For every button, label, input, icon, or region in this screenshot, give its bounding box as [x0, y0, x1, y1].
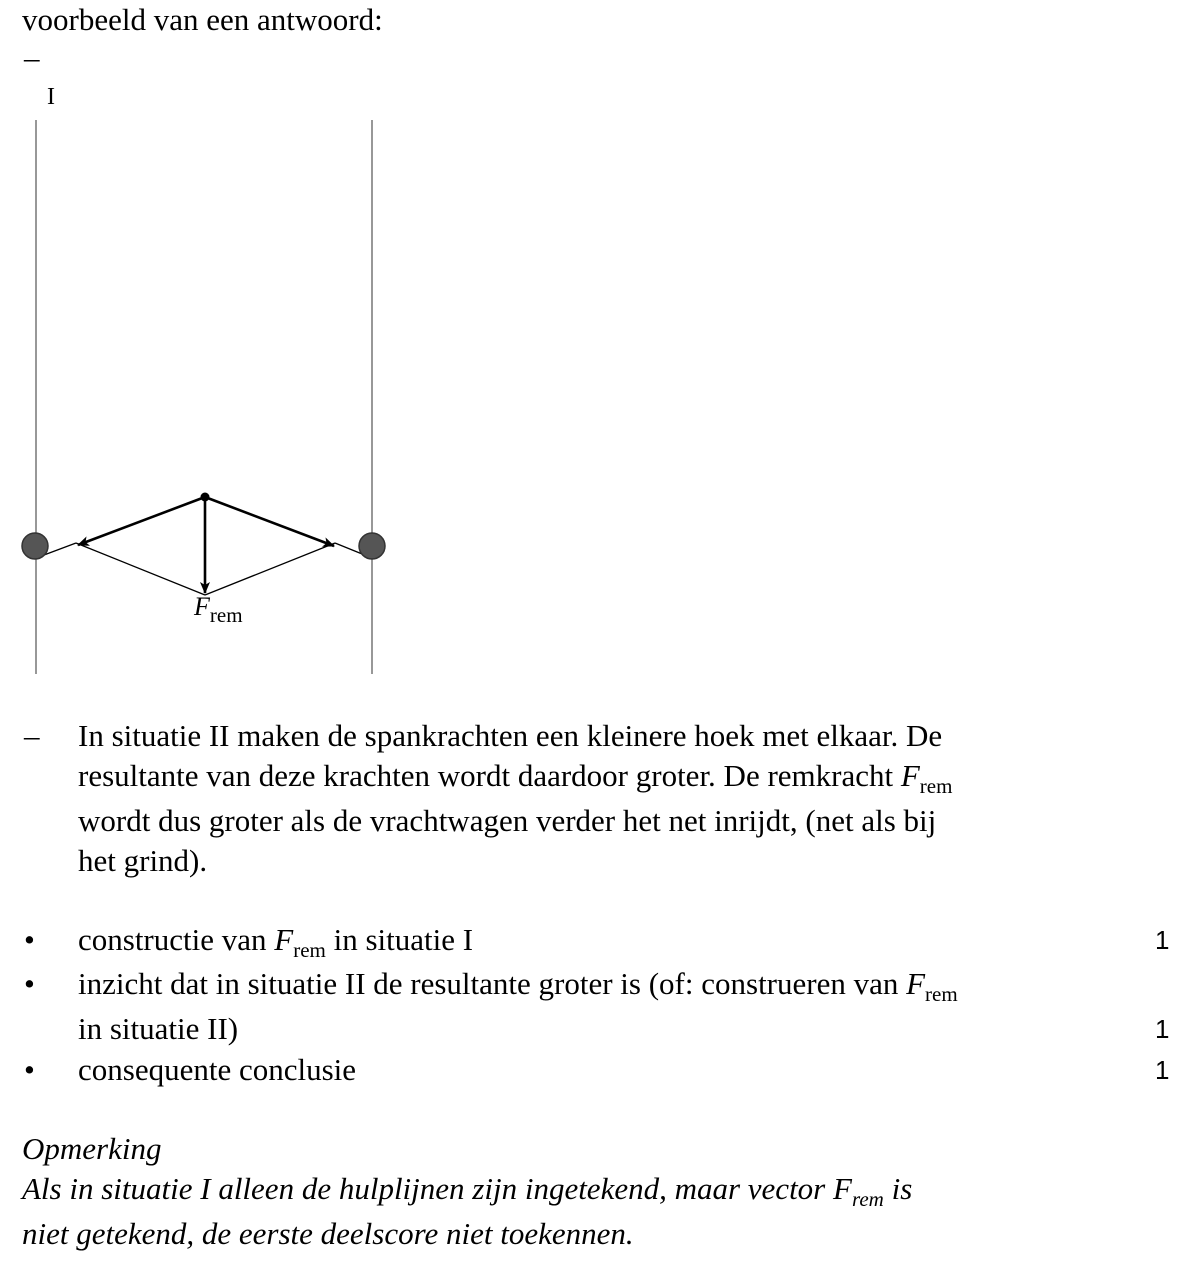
criterion-2-bullet: • — [24, 966, 35, 1001]
explanation-line-3: wordt dus groter als de vrachtwagen verder het net inrijdt, (net als bij — [78, 803, 937, 838]
explanation-line-1: In situatie II maken de spankrachten een kleinere hoek met elkaar. De — [78, 718, 943, 753]
criterion-2-line-2: in situatie II) — [78, 1011, 239, 1046]
remark-frem-symbol: F — [833, 1171, 852, 1206]
criterion-3-score: 1 — [1155, 1055, 1170, 1085]
explanation-line-2 — [78, 758, 952, 799]
explanation-frem-subscript: rem — [919, 774, 953, 798]
intro-text: voorbeeld van een antwoord: — [22, 2, 383, 37]
criterion-2-frem-subscript: rem — [925, 982, 958, 1006]
criterion-1-bullet: • — [24, 922, 35, 957]
criterion-3-text: consequente conclusie — [78, 1052, 357, 1087]
criterion-1-score: 1 — [1155, 925, 1170, 955]
situation-label: I — [47, 84, 55, 110]
remark-title: Opmerking — [22, 1131, 162, 1166]
criterion-1-pre: constructie van — [78, 922, 275, 957]
frem-label — [194, 592, 243, 628]
tension-vector-right — [205, 497, 334, 546]
frem-symbol: F — [194, 592, 210, 621]
criterion-2-pre: inzicht dat in situatie II de resultante groter is (of: construeren van — [78, 966, 907, 1001]
remark-frem-subscript: rem — [851, 1187, 884, 1211]
criterion-1-frem-symbol: F — [274, 922, 294, 957]
dash-marker: – — [24, 40, 40, 75]
criterion-2-line-1 — [78, 966, 958, 1007]
remark-line-2: niet getekend, de eerste deelscore niet toekennen. — [22, 1216, 634, 1251]
criterion-3-bullet: • — [24, 1052, 35, 1087]
explanation-line-4: het grind). — [78, 843, 208, 878]
remark-line-1-post: is — [883, 1171, 913, 1206]
criterion-1-frem-subscript: rem — [293, 938, 326, 962]
criterion-1-post: in situatie I — [325, 922, 474, 957]
helper-line-right — [205, 543, 335, 595]
tension-vector-left — [78, 497, 205, 545]
criterion-2-score: 1 — [1155, 1014, 1170, 1044]
helper-line-left — [76, 543, 205, 595]
right-post-ball — [359, 533, 385, 559]
origin-point — [201, 493, 210, 502]
remark-line-1 — [22, 1171, 912, 1212]
explanation-line-2-text: resultante van deze krachten wordt daardoor groter. De remkracht — [78, 758, 901, 793]
remark-line-1-pre: Als in situatie I alleen de hulplijnen zijn ingetekend, maar vector — [22, 1171, 833, 1206]
left-post-ball — [22, 533, 48, 559]
explanation-dash: – — [24, 718, 40, 753]
frem-subscript: rem — [209, 603, 243, 627]
criterion-1-text — [78, 922, 473, 963]
criterion-2-frem-symbol: F — [906, 966, 926, 1001]
explanation-frem-symbol: F — [900, 758, 920, 793]
